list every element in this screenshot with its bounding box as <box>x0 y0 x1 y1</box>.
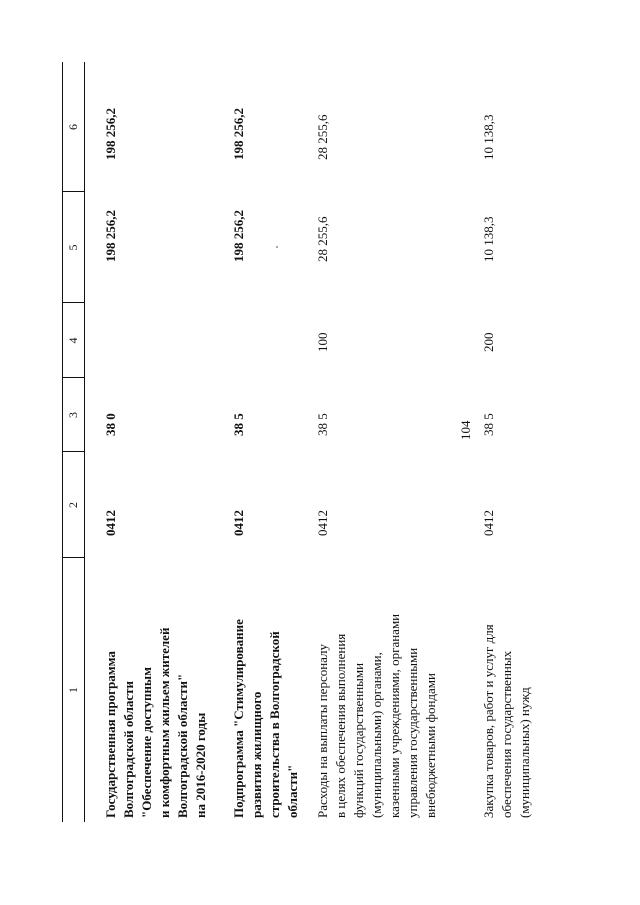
row-name-line: на 2016-2020 годы <box>193 712 208 818</box>
scan-speck <box>276 246 278 248</box>
section-code: 0412 <box>231 510 246 536</box>
section-code: 0412 <box>315 510 330 536</box>
page-number: 104 <box>458 420 473 440</box>
row-name-line: функций государственными <box>351 662 366 818</box>
header-col-2: 2 <box>66 502 80 508</box>
row-name <box>102 568 210 818</box>
row-name-line: обеспечения государственных <box>499 650 514 818</box>
row-name-line: (муниципальными) органами, <box>369 652 384 818</box>
row-name <box>314 568 440 818</box>
row-name <box>230 568 302 818</box>
row-name-line: Расходы на выплаты персоналу <box>315 643 330 818</box>
section-code: 0412 <box>481 510 496 536</box>
amount-col-5: 198 256,2 <box>231 210 246 262</box>
row-name-line: казенными учреждениями, органами <box>387 613 402 818</box>
row-name-line: Волгоградской области <box>121 680 136 818</box>
amount-col-5: 198 256,2 <box>103 210 118 262</box>
expense-type: 100 <box>315 332 330 352</box>
row-name-line: Закупка товаров, работ и услуг для <box>481 624 496 818</box>
amount-col-6: 198 256,2 <box>231 108 246 160</box>
row-name-line: Государственная программа <box>103 651 118 818</box>
row-name-line: строительства в Волгоградской <box>267 631 282 818</box>
amount-col-5: 28 255,6 <box>315 216 330 262</box>
header-col-4: 4 <box>66 337 80 344</box>
header-col-3: 3 <box>66 412 80 418</box>
row-name-line: и комфортным жильем жителей <box>157 627 172 818</box>
program-code: 38 5 <box>481 413 496 436</box>
row-name-line: в целях обеспечения выполнения <box>333 633 348 818</box>
program-code: 38 0 <box>103 413 118 436</box>
row-name-line: Волгоградской области" <box>175 673 190 818</box>
program-code: 38 5 <box>231 413 246 436</box>
row-name-line: внебюджетными фондами <box>423 673 438 818</box>
amount-col-6: 198 256,2 <box>103 108 118 160</box>
row-name-line: Подпрограмма "Стимулирование <box>231 619 246 818</box>
header-bottom-border <box>84 62 85 822</box>
row-name-line: области" <box>285 764 300 818</box>
amount-col-6: 10 138,3 <box>481 114 496 160</box>
row-name-line: управления государственными <box>405 647 420 818</box>
section-code: 0412 <box>103 510 118 536</box>
row-name-line: (муниципальных) нужд <box>517 687 532 818</box>
amount-col-6: 28 255,6 <box>315 114 330 160</box>
header-col-5: 5 <box>66 244 80 251</box>
header-col-1: 1 <box>66 687 80 693</box>
program-code: 38 5 <box>315 413 330 436</box>
expense-type: 200 <box>481 332 496 352</box>
row-name-line: развития жилищного <box>249 691 264 818</box>
budget-table <box>62 62 537 822</box>
table-header <box>62 62 84 822</box>
row-name-line: "Обеспечение доступным <box>139 667 154 818</box>
amount-col-5: 10 138,3 <box>481 216 496 262</box>
header-col-6: 6 <box>66 124 80 130</box>
row-name <box>480 568 534 818</box>
